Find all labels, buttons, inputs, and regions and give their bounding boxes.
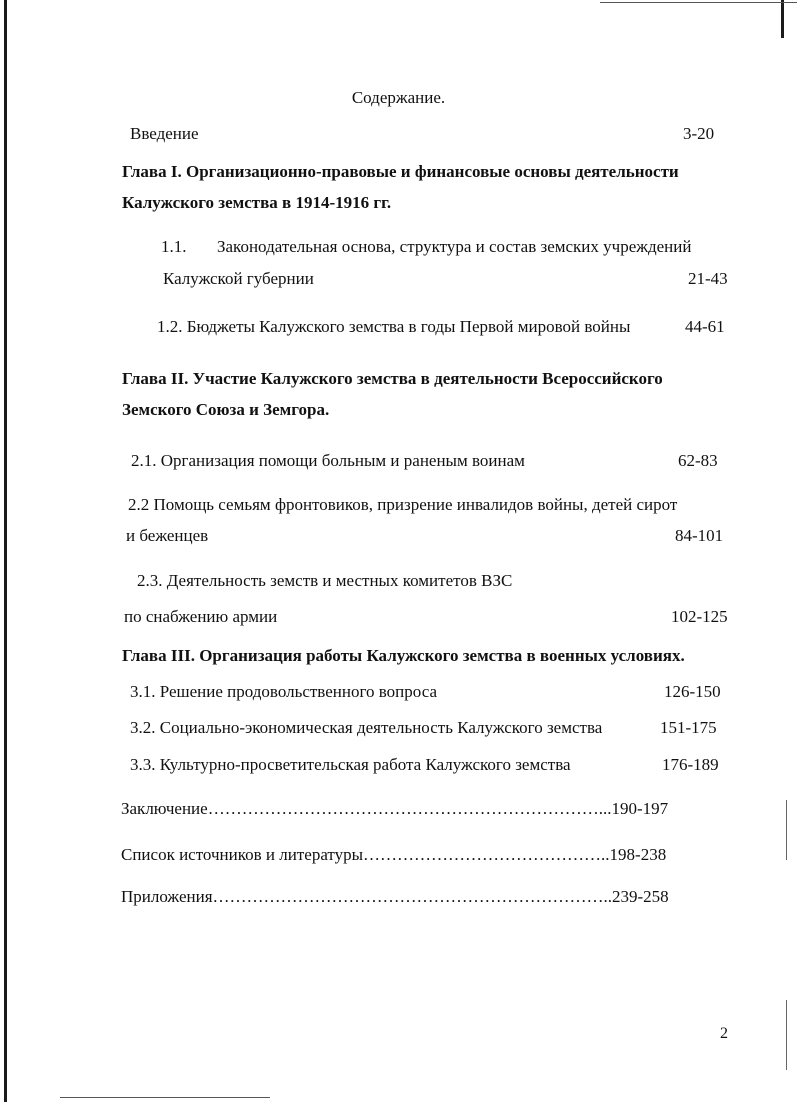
toc-page-range: 21-43 xyxy=(688,269,728,288)
toc-section-title: 1.2. Бюджеты Калужского земства в годы Первой мировой войны xyxy=(157,317,631,336)
scan-mark-right xyxy=(786,1000,787,1070)
toc-section-title: Законодательная основа, структура и состав земских учреждений xyxy=(217,237,692,256)
scan-edge-top xyxy=(600,2,797,3)
toc-chapter-heading-continued: Земского Союза и Земгора. xyxy=(122,400,330,419)
toc-section-number: 1.1. xyxy=(161,237,187,256)
toc-section-title: 3.1. Решение продовольственного вопроса xyxy=(130,682,438,701)
toc-chapter-heading: Глава I. Организационно-правовые и финансовые основы деятельности xyxy=(122,162,679,181)
toc-section-title-continued: по снабжению армии xyxy=(124,607,278,626)
toc-entry-introduction: Введение xyxy=(130,124,199,143)
toc-section-title: 2.3. Деятельность земств и местных комитетов ВЗС xyxy=(137,571,513,590)
scan-edge-right xyxy=(781,0,784,38)
toc-page-range: 176-189 xyxy=(662,755,719,774)
toc-chapter-heading: Глава III. Организация работы Калужского земства в военных условиях. xyxy=(122,646,685,665)
toc-section-title: 3.3. Культурно-просветительская работа Калужского земства xyxy=(130,755,571,774)
toc-section-title-continued: Калужской губернии xyxy=(163,269,314,288)
toc-entry-conclusion: Заключение……………………………………………………………...190-197 xyxy=(121,799,669,818)
page-number: 2 xyxy=(720,1025,728,1042)
toc-page-range: 126-150 xyxy=(664,682,721,701)
toc-page-range: 84-101 xyxy=(675,526,724,545)
toc-chapter-heading-continued: Калужского земства в 1914-1916 гг. xyxy=(122,193,392,212)
scan-edge-bottom xyxy=(60,1097,270,1098)
toc-entry-bibliography: Список источников и литературы……………………………………..198-238 xyxy=(121,845,667,864)
scan-edge-left xyxy=(4,0,7,1102)
toc-entry-appendices: Приложения……………………………………………………………..239-258 xyxy=(121,887,669,906)
toc-page-range: 62-83 xyxy=(678,451,718,470)
toc-page-range: 44-61 xyxy=(685,317,725,336)
scan-mark-right xyxy=(786,800,787,860)
toc-section-title: 2.1. Организация помощи больным и раненым воинам xyxy=(131,451,525,470)
toc-page-range: 151-175 xyxy=(660,718,717,737)
toc-section-title: 3.2. Социально-экономическая деятельность Калужского земства xyxy=(130,718,603,737)
toc-section-title: 2.2 Помощь семьям фронтовиков, призрение инвалидов войны, детей сирот xyxy=(128,495,678,514)
page-title: Содержание. xyxy=(351,88,446,107)
toc-chapter-heading: Глава II. Участие Калужского земства в деятельности Всероссийского xyxy=(122,369,663,388)
toc-section-title-continued: и беженцев xyxy=(126,526,209,545)
toc-page-range: 102-125 xyxy=(671,607,728,626)
toc-page-range: 3-20 xyxy=(683,124,715,143)
